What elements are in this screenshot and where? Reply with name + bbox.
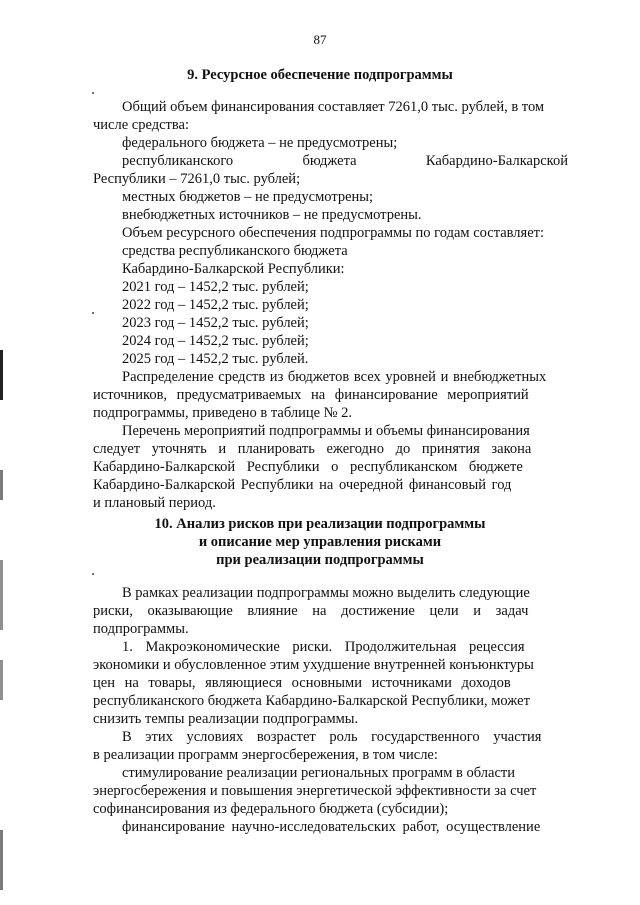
paragraph-line: внебюджетных источников – не предусмотрены.	[122, 207, 422, 223]
scan-edge-mark	[0, 470, 3, 500]
section-10-title: 10. Анализ рисков при реализации подпрограммы	[154, 516, 486, 532]
paragraph-line: цен на товары, являющиеся основными источниками доходов	[93, 675, 511, 691]
paragraph-line: Распределение средств из бюджетов всех уровней и внебюджетных	[122, 369, 547, 385]
word: Кабардино-Балкарской	[425, 153, 568, 169]
paragraph-line: подпрограммы, приведено в таблице № 2.	[93, 405, 353, 421]
scan-speck	[92, 92, 94, 94]
year-line-2021: 2021 год – 1452,2 тыс. рублей;	[122, 279, 309, 295]
paragraph-line: Перечень мероприятий подпрограммы и объемы финансирования	[122, 423, 530, 439]
paragraph-line: средства республиканского бюджета	[122, 243, 348, 259]
paragraph-line: Кабардино-Балкарской Республики:	[122, 261, 345, 277]
paragraph-line: финансирование научно-исследовательских работ, осуществление	[122, 819, 541, 835]
paragraph-line: снизить темпы реализации подпрограммы.	[93, 711, 359, 727]
paragraph-line: числе средства:	[93, 117, 189, 133]
paragraph-line: Кабардино-Балкарской Республики о республиканском бюджете	[93, 459, 523, 475]
paragraph-line: Объем ресурсного обеспечения подпрограммы по годам составляет:	[122, 225, 545, 241]
paragraph-line: энергосбережения и повышения энергетической эффективности за счет	[93, 783, 537, 799]
scan-edge-mark	[0, 560, 3, 630]
word: республиканского	[122, 153, 234, 169]
year-line-2023: 2023 год – 1452,2 тыс. рублей;	[122, 315, 309, 331]
paragraph-line: Общий объем финансирования составляет 7261,0 тыс. рублей, в том	[122, 99, 545, 115]
word: бюджета	[302, 153, 357, 169]
year-line-2024: 2024 год – 1452,2 тыс. рублей;	[122, 333, 309, 349]
paragraph-line: Республики – 7261,0 тыс. рублей;	[93, 171, 301, 187]
justified-line	[122, 152, 568, 170]
paragraph-line: Кабардино-Балкарской Республики на очередной финансовый год	[93, 477, 512, 493]
paragraph-line: софинансирования из федерального бюджета (субсидии);	[93, 801, 449, 817]
paragraph-line: экономики и обусловленное этим ухудшение внутренней конъюнктуры	[93, 657, 534, 673]
paragraph-line: в реализации программ энергосбережения, в том числе:	[93, 747, 438, 763]
paragraph-line: стимулирование реализации региональных программ в области	[122, 765, 515, 781]
page-number: 87	[313, 32, 327, 47]
paragraph-line: источников, предусматриваемых на финансирование мероприятий	[93, 387, 529, 403]
paragraph-line: В рамках реализации подпрограммы можно выделить следующие	[122, 585, 530, 601]
scan-speck	[92, 573, 94, 575]
scan-edge-mark	[0, 830, 3, 890]
scan-edge-mark	[0, 350, 3, 400]
section-10-title: при реализации подпрограммы	[216, 552, 424, 568]
scan-speck	[92, 312, 94, 314]
section-10-title: и описание мер управления рисками	[198, 534, 442, 550]
paragraph-line: 1. Макроэкономические риски. Продолжительная рецессия	[122, 639, 525, 655]
paragraph-line: следует уточнять и планировать ежегодно до принятия закона	[93, 441, 532, 457]
paragraph-line: риски, оказывающие влияние на достижение цели и задач	[93, 603, 529, 619]
year-line-2022: 2022 год – 1452,2 тыс. рублей;	[122, 297, 309, 313]
paragraph-line: республиканского бюджета Кабардино-Балкарской Республики, может	[93, 693, 530, 709]
section-9-title: 9. Ресурсное обеспечение подпрограммы	[187, 67, 453, 83]
paragraph-line: и плановый период.	[93, 495, 216, 511]
scan-edge-mark	[0, 660, 3, 700]
paragraph-line: федерального бюджета – не предусмотрены;	[122, 135, 398, 151]
paragraph-line: подпрограммы.	[93, 621, 189, 637]
year-line-2025: 2025 год – 1452,2 тыс. рублей.	[122, 351, 309, 367]
paragraph-line: местных бюджетов – не предусмотрены;	[122, 189, 374, 205]
paragraph-line: В этих условиях возрастет роль государственного участия	[122, 729, 542, 745]
